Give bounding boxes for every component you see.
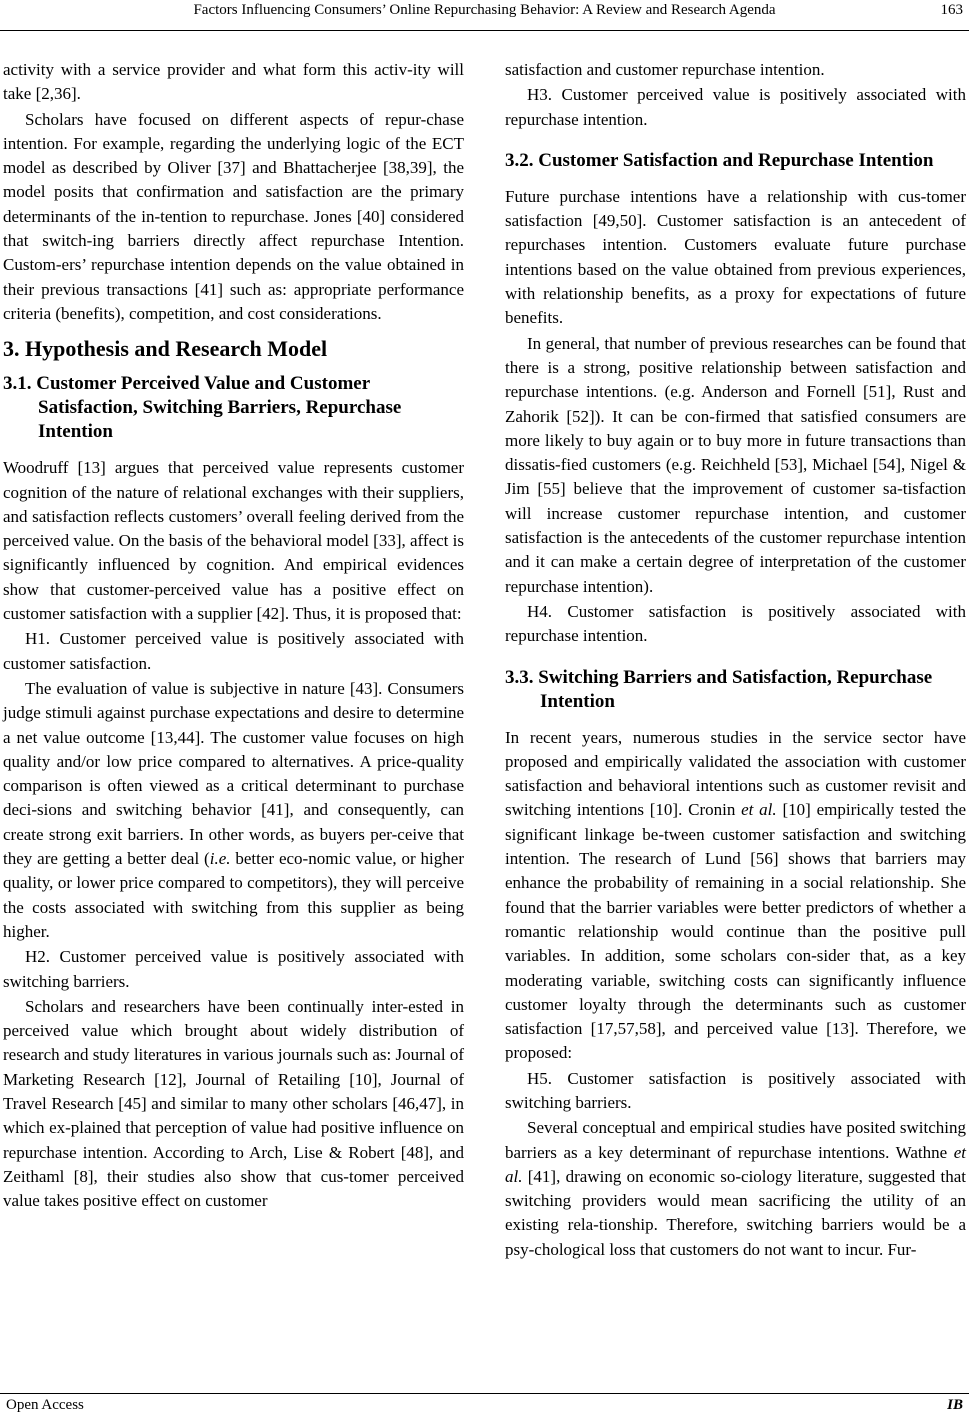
running-header (0, 0, 969, 28)
hypothesis-h4: H4. Customer satisfaction is positively associated with repurchase intention. (505, 601, 966, 646)
section-heading-3-2: 3.2. Customer Satisfaction and Repurchase Intention (505, 149, 934, 171)
text-span: [10] empirically tested the significant linkage be-tween customer satisfaction and switching intention. The research of Lund [56] shows that barriers may enhance the probability of remaining in a social relationship. She found that the barrier variables were better predictors of whether a romantic relationship would continue than the positive pull variables. In addition, some scholars con-sider that, as a key moderating variable, switching costs can significantly influence customer loyalty through the determinants such as customer satisfaction [17,57,58], and perceived value [13]. Therefore, we proposed: (505, 800, 966, 1063)
paragraph-satisfaction-relationship: In general, that number of previous researches can be found that there is a strong, positive relationship between satisfaction and repurchase intentions. (e.g. Anderson and Fornell [51], Rust and Zahorik [52]). It can be con-firmed that satisfied consumers are more likely to buy again or to buy more in future transactions than dissatis-fied customers (e.g. Reichheld [53], Michael [54], Nigel & Jim [55] believe that the improvement of customer sa-tisfaction will increase customer repurchase intention, and customer satisfaction is the antecedents of the customer repurchase intention and it can make a certain degree of interpretation of the customer repurchase intention). (505, 333, 966, 596)
paragraph-scholars-value: Scholars and researchers have been continually inter-ested in perceived value which brought about widely distribution of research and study literatures in various journals such as: Journal of Marketing Research [12], Journal of Retailing [10], Journal of Travel Research [45] and similar to many other scholars [46,47], in which ex-plained that perception of value had positive influence on repurchase intention. According to Arch, Lise & Robert [48], and Zeithaml [8], their studies also show that cus-tomer perceived value takes positive effect on customer (3, 996, 464, 1211)
header-rule (0, 30, 969, 31)
paragraph-service-sector (505, 726, 966, 1066)
hypothesis-h1: H1. Customer perceived value is positively associated with customer satisfaction. (3, 629, 464, 673)
open-access-label: Open Access (6, 1397, 84, 1413)
text-span: In recent years, numerous studies in the service sector have proposed and empirically validated the association with customer satisfaction and behavioral intentions such as customer revisit and switching intentions [10]. Cronin (505, 727, 966, 820)
italic-et-al: et al. (505, 1142, 966, 1186)
page-footer (0, 1397, 969, 1416)
footer-rule (0, 1393, 969, 1394)
page-number: 163 (940, 2, 963, 18)
text-span: better eco-nomic value, or higher quality, or lower price compared to competitors), they will perceive the costs associated with switching from this supplier as being higher. (3, 849, 464, 941)
section-heading-3-3: 3.3. Switching Barriers and Satisfaction, Repurchase Intention (505, 666, 933, 712)
running-header-title: Factors Influencing Consumers’ Online Repurchasing Behavior: A Review and Research Agenda (193, 2, 776, 18)
paragraph-switching-barriers (505, 1116, 966, 1262)
hypothesis-h3: H3. Customer perceived value is positively associated with repurchase intention. (505, 85, 966, 129)
paragraph-continued: activity with a service provider and what form this activ-ity will take [2,36]. (3, 60, 464, 104)
paragraph-value-evaluation (3, 677, 464, 944)
italic-et-al: et al. (741, 800, 777, 820)
paragraph-continued: satisfaction and customer repurchase intention. (505, 60, 825, 79)
hypothesis-h2: H2. Customer perceived value is positively associated with switching barriers. (3, 947, 464, 991)
text-span: Several conceptual and empirical studies have posited switching barriers as a key determinant of repurchase intentions. Wathne (505, 1118, 966, 1162)
paragraph-ect-model: Scholars have focused on different aspects of repur-chase intention. For example, regarding the underlying logic of the ECT model as described by Oliver [37] and Bhattacherjee [38,39], the model posits that confirmation and satisfaction are the primary determinants of the in-tention to repurchase. Jones [40] considered that switch-ing barriers directly affect repurchase Intention. Custom-ers’ repurchase intention depends on the value obtained in their previous transactions [41] such as: appropriate performance criteria (benefits), competition, and cost considerations. (3, 109, 464, 323)
section-heading-3: 3. Hypothesis and Research Model (3, 336, 328, 362)
text-span: The evaluation of value is subjective in nature [43]. Consumers judge stimuli against purchase expectations and desire to determine a net value outcome [13,44]. The customer value focuses on high quality and/or low price compared to alternatives. A price-quality comparison is often viewed as a critical determinant to purchase deci-sions and switching behavior [41], and consequently, can create strong exit barriers. In other words, as buyers per-ceive that they are getting a better deal ( (3, 678, 464, 869)
text-span: [41], drawing on economic so-ciology literature, suggested that switching providers would mean sacrificing the utility of an existing rela-tionship. Therefore, switching barriers would be a psy-chological loss that customers do not want to incur. Fur- (505, 1166, 966, 1259)
journal-abbreviation: IB (947, 1397, 963, 1413)
paragraph-future-purchase: Future purchase intentions have a relationship with cus-tomer satisfaction [49,50]. Customer satisfaction is an antecedent of repurchases intention. Customers evaluate future purchase intentions based on the value obtained from previous experiences, with relationship benefits, as a proxy for expectations of future benefits. (505, 186, 966, 328)
paragraph-woodruff: Woodruff [13] argues that perceived value represents customer cognition of the nature of relational exchanges with their suppliers, and satisfaction reflects customers’ overall feeling derived from the perceived value. On the basis of the behavioral model [33], affect is significantly influenced by cognition. And empirical evidences show that customer-perceived value has a positive effect on customer satisfaction with a supplier [42]. Thus, it is proposed that: (3, 458, 464, 624)
left-column (3, 58, 464, 1214)
italic-ie: i.e. (209, 849, 231, 869)
section-heading-3-1: 3.1. Customer Perceived Value and Customer Satisfaction, Switching Barriers, Repurchase Intention (3, 373, 402, 443)
right-column (505, 58, 966, 1263)
hypothesis-h5: H5. Customer satisfaction is positively associated with switching barriers. (505, 1068, 966, 1112)
